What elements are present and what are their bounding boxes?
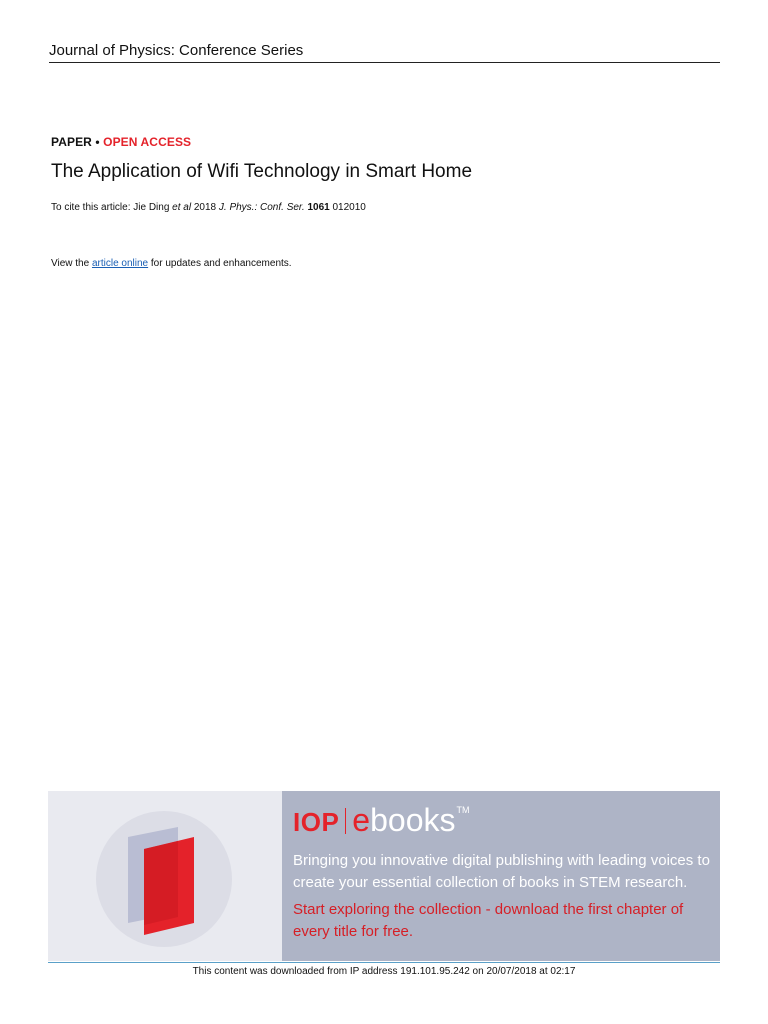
paper-type: PAPER bbox=[51, 135, 92, 149]
banner-call-to-action[interactable]: Start exploring the collection - download the first chapter of every title for free. bbox=[293, 901, 684, 940]
citation-article-number: 012010 bbox=[332, 202, 366, 213]
logo-trademark: TM bbox=[456, 805, 470, 815]
logo-e: e bbox=[352, 802, 371, 838]
citation-line bbox=[51, 202, 366, 213]
citation-journal: J. Phys.: Conf. Ser. bbox=[218, 202, 305, 213]
journal-header bbox=[49, 42, 720, 63]
banner-tagline: Bringing you innovative digital publishing with leading voices to create your essential collection of books in STEM research. bbox=[293, 852, 710, 891]
logo-divider bbox=[345, 808, 346, 834]
iop-ebooks-logo bbox=[293, 803, 469, 837]
label-separator: • bbox=[95, 135, 100, 149]
citation-prefix: To cite this article: Jie Ding bbox=[51, 202, 170, 213]
citation-volume: 1061 bbox=[307, 202, 330, 213]
footer-divider bbox=[48, 962, 720, 963]
paper-title: The Application of Wifi Technology in Smart Home bbox=[51, 161, 473, 182]
ebook-illustration-icon bbox=[48, 791, 282, 961]
logo-iop: IOP bbox=[293, 807, 340, 837]
view-suffix: for updates and enhancements. bbox=[150, 258, 292, 269]
journal-name: Journal of Physics: Conference Series bbox=[49, 42, 304, 59]
open-access-badge: OPEN ACCESS bbox=[103, 135, 192, 149]
download-note: This content was downloaded from IP address 191.101.95.242 on 20/07/2018 at 02:17 bbox=[192, 966, 576, 977]
banner-graphic-panel bbox=[48, 791, 282, 961]
view-prefix: View the bbox=[51, 258, 90, 269]
iop-ebooks-banner[interactable] bbox=[48, 791, 720, 961]
paper-type-label bbox=[51, 135, 191, 149]
banner-text-panel bbox=[282, 791, 720, 961]
article-online-link[interactable]: article online bbox=[91, 258, 149, 269]
citation-year: 2018 bbox=[193, 202, 217, 213]
logo-books: books bbox=[370, 802, 456, 838]
view-online-line bbox=[51, 258, 292, 269]
citation-et-al: et al bbox=[172, 202, 192, 213]
